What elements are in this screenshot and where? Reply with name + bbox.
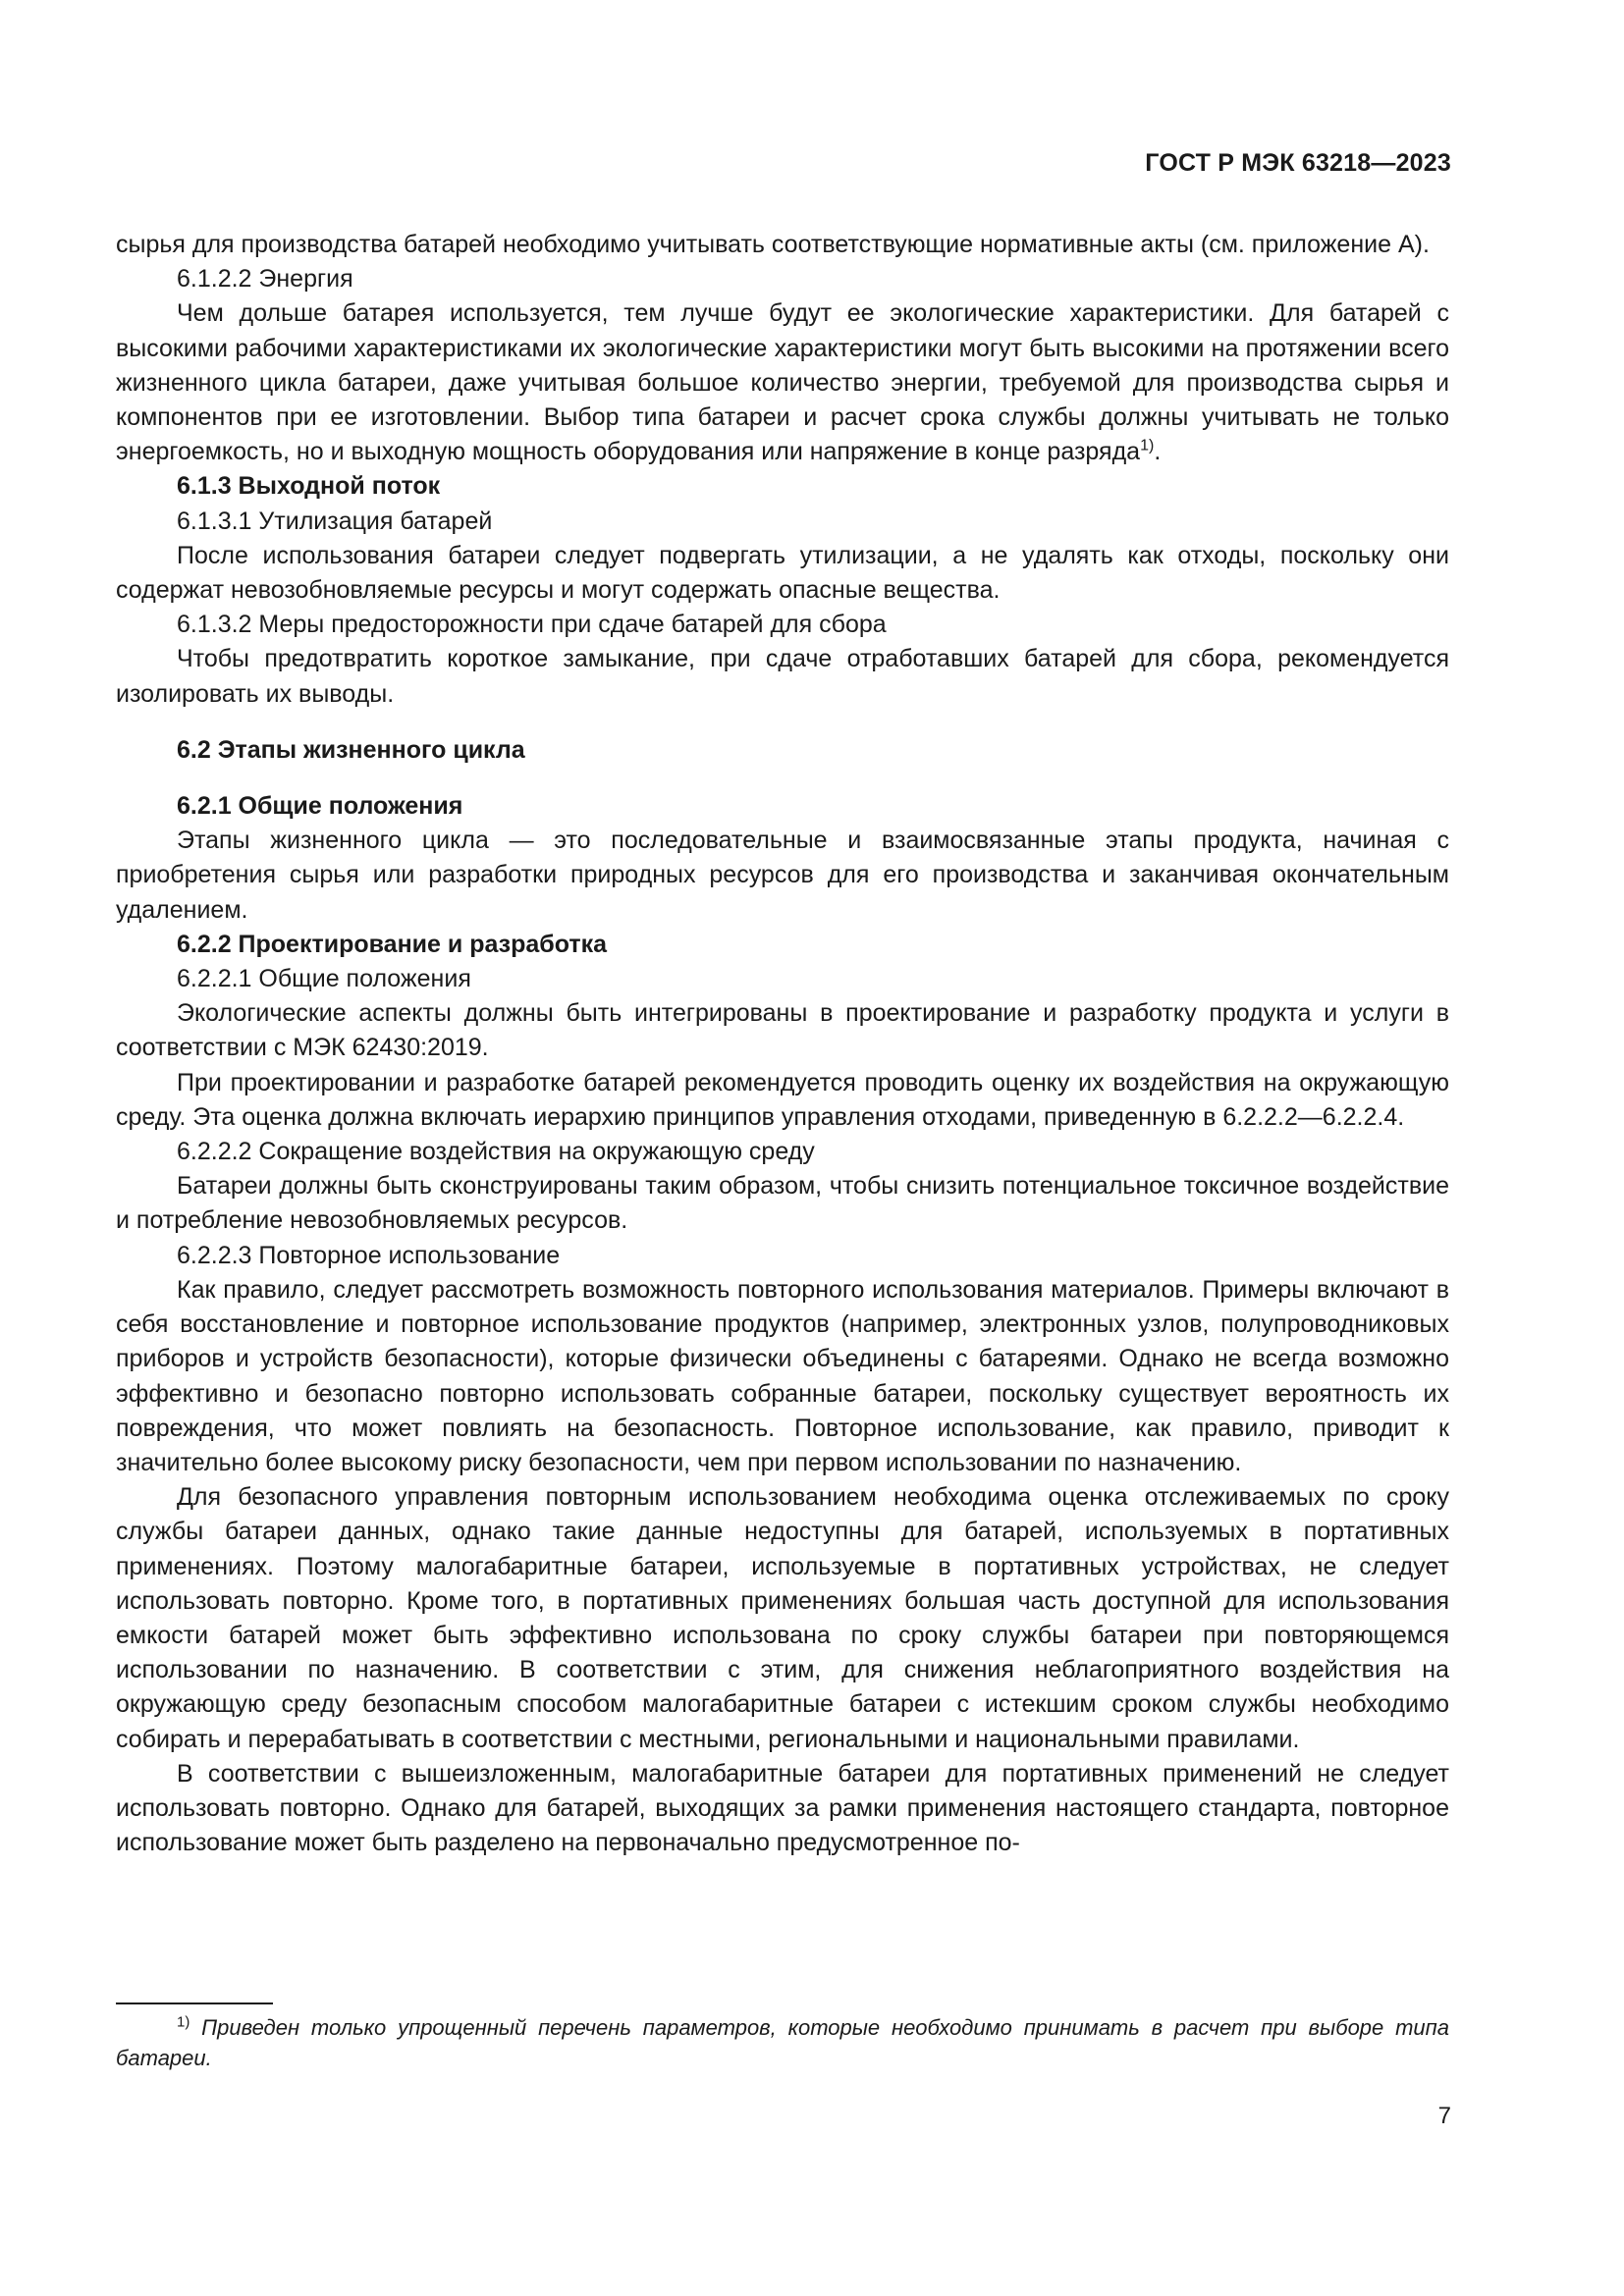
section-heading: 6.2 Этапы жизненного цикла — [177, 735, 525, 764]
paragraph: Как правило, следует рассмотреть возможность повторного использования материалов. Примеры включают в себя восстановление и повторное использование продуктов (например, электронных узлов, полупроводниковых приборов и устройств безопасности), которые физически объединены с батареями. Однако не всегда возможно эффективно и безопасно повторно использовать собранные батареи, поскольку существует вероятность их повреждения, что может повлиять на безопасность. Повторное использование, как правило, приводит к значительно более высокому риску безопасности, чем при первом использовании по назначению. — [116, 1275, 1449, 1476]
paragraph: После использования батареи следует подвергать утилизации, а не удалять как отходы, поскольку они содержат невозобновляемые ресурсы и могут содержать опасные вещества. — [116, 541, 1449, 605]
paragraph: Для безопасного управления повторным использованием необходима оценка отслеживаемых по сроку службы батареи данных, однако такие данные недоступны для батарей, используемых в портативных применениях. Поэтому малогабаритные батареи, используемые в портативных устройствах, не следует использовать повторно. Кроме того, в портативных применениях большая часть доступной для использования емкости батарей может быть эффективно использована по сроку службы батареи при повторяющемся использовании по назначению. В соответствии с этим, для снижения неблагоприятного воздействия на окружающую среду безопасным способом малогабаритные батареи с истекшим сроком службы необходимо собирать и перерабатывать в соответствии с местными, региональными и национальными правилами. — [116, 1483, 1449, 1753]
paragraph — [116, 296, 1449, 469]
paragraph: В соответствии с вышеизложенным, малогабаритные батареи для портативных применений не следует использовать повторно. Однако для батарей, выходящих за рамки применения настоящего стандарта, повторное использование может быть разделено на первоначально предусмотренное по- — [116, 1759, 1449, 1857]
document-body — [116, 228, 1449, 1860]
subsection-heading: 6.2.2.3 Повторное использование — [177, 1241, 561, 1269]
subsection-heading: 6.1.2.2 Энергия — [177, 265, 353, 294]
subsection-heading: 6.1.3.1 Утилизация батарей — [177, 507, 493, 535]
page-number: 7 — [1437, 2103, 1451, 2129]
paragraph: Чтобы предотвратить короткое замыкание, при сдаче отработавших батарей для сбора, рекомендуется изолировать их выводы. — [116, 645, 1449, 708]
footnote-text: Приведен только упрощенный перечень параметров, которые необходимо принимать в расчет при выборе типа батареи. — [116, 2015, 1449, 2070]
subsection-heading: 6.2.2.1 Общие положения — [177, 965, 471, 993]
paragraph: Экологические аспекты должны быть интегрированы в проектирование и разработку продукта и услуги в соответствии с МЭК 62430:2019. — [116, 999, 1449, 1062]
footnote — [116, 2012, 1449, 2073]
subsection-heading: 6.1.3.2 Меры предосторожности при сдаче батарей для сбора — [177, 611, 887, 639]
paragraph: При проектировании и разработке батарей рекомендуется проводить оценку их воздействия на окружающую среду. Эта оценка должна включать иерархию принципов управления отходами, приведенную в 6.2.2.2—6.2.2.4. — [116, 1068, 1449, 1131]
section-heading: 6.1.3 Выходной поток — [177, 472, 441, 501]
footnote-marker: 1) — [177, 2013, 190, 2031]
footnote-divider — [116, 2002, 273, 2004]
paragraph-text: Чем дольше батарея используется, тем лучше будут ее экологические характеристики. Для батарей с высокими рабочими характеристиками их экологические характеристики могут быть высокими на протяжении всего жизненного цикла батареи, даже учитывая большое количество энергии, требуемой для производства сырья и компонентов при ее изготовлении. Выбор типа батареи и расчет срока службы должны учитывать не только энергоемкость, но и выходную мощность оборудования или напряжение в конце разряда — [116, 299, 1449, 466]
paragraph: сырья для производства батарей необходимо учитывать соответствующие нормативные акты (см. приложение А). — [116, 231, 1430, 258]
footnote-ref[interactable]: 1) — [1140, 437, 1155, 454]
section-heading: 6.2.1 Общие положения — [177, 792, 463, 821]
paragraph: Батареи должны быть сконструированы таким образом, чтобы снизить потенциальное токсичное воздействие и потребление невозобновляемых ресурсов. — [116, 1172, 1449, 1235]
paragraph: Этапы жизненного цикла — это последовательные и взаимосвязанные этапы продукта, начиная с приобретения сырья или разработки природных ресурсов для его производства и заканчивая окончательным удалением. — [116, 827, 1449, 924]
subsection-heading: 6.2.2.2 Сокращение воздействия на окружающую среду — [177, 1138, 815, 1166]
document-header: ГОСТ Р МЭК 63218—2023 — [1145, 149, 1451, 177]
section-heading: 6.2.2 Проектирование и разработка — [177, 930, 608, 958]
paragraph-end: . — [1154, 438, 1162, 466]
